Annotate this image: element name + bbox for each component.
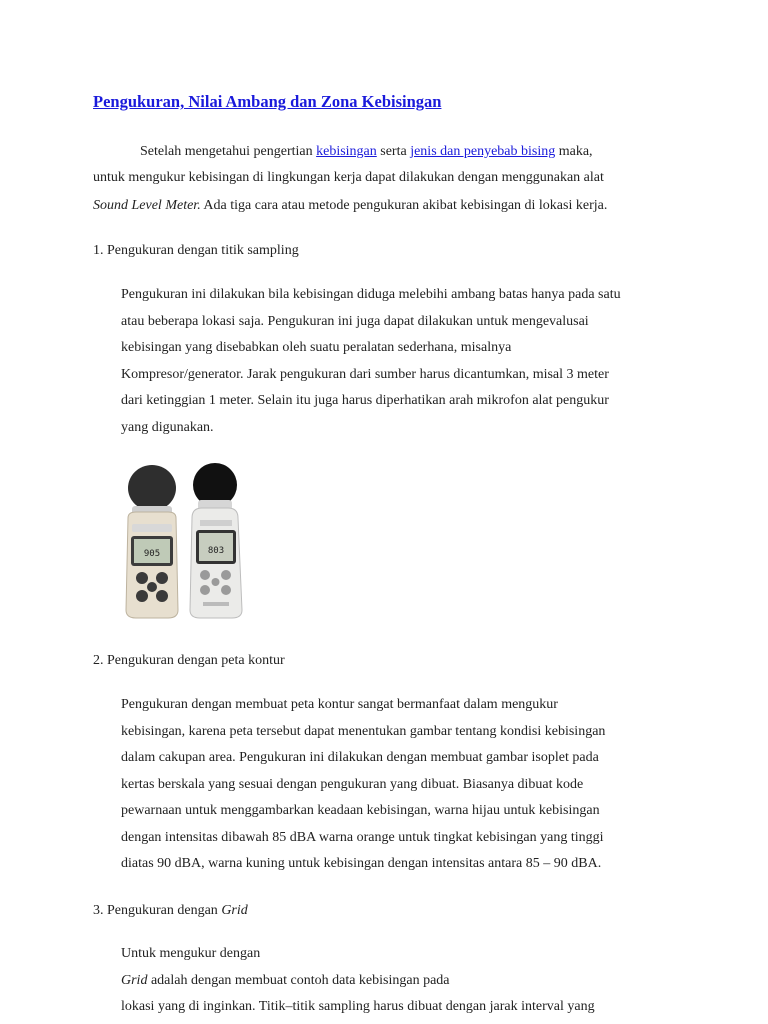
left-meter <box>126 465 178 618</box>
sound-level-meter-photo <box>118 460 258 620</box>
paragraph-line: diatas 90 dBA, warna kuning untuk kebisingan dengan intensitas antara 85 – 90 dBA. <box>121 856 602 871</box>
right-meter-display: 803 <box>207 546 225 556</box>
paragraph-line: Pengukuran dengan membuat peta kontur sangat bermanfaat dalam mengukur <box>121 697 558 712</box>
intro-line-2: untuk mengukur kebisingan di lingkungan kerja dapat dilakukan dengan menggunakan alat <box>93 170 604 185</box>
paragraph-line: dari ketinggian 1 meter. Selain itu juga harus diperhatikan arah mikrofon alat pengukur <box>121 393 609 408</box>
paragraph-line: kebisingan, karena peta tersebut dapat menentukan gambar tentang kondisi kebisingan <box>121 723 606 739</box>
section-3-paragraph <box>121 941 681 1021</box>
paragraph-line: dalam cakupan area. Pengukuran ini dilakukan dengan membuat gambar isoplet pada <box>121 750 599 765</box>
paragraph-text: Untuk mengukur dengan <box>121 946 261 961</box>
intro-text: Ada tiga cara atau metode pengukuran akibat kebisingan di lokasi kerja. <box>200 198 608 213</box>
heading-text: 3. Pengukuran dengan <box>93 903 222 918</box>
grid-term: Grid <box>121 972 148 988</box>
left-meter-display: 905 <box>143 549 161 559</box>
paragraph-line: yang digunakan. <box>121 419 214 435</box>
paragraph-line: Kompresor/generator. Jarak pengukuran dari sumber harus dicantumkan, misal 3 meter <box>121 366 609 382</box>
paragraph-line: kebisingan yang disebabkan oleh suatu peralatan sederhana, misalnya <box>121 340 512 355</box>
right-meter <box>190 463 242 618</box>
paragraph-line: lokasi yang di inginkan. Titik–titik sampling harus dibuat dengan jarak interval yang <box>121 999 595 1014</box>
section-2-heading: 2. Pengukuran dengan peta kontur <box>93 653 285 668</box>
paragraph-line: atau beberapa lokasi saja. Pengukuran ini juga dapat dilakukan untuk mengevalusai <box>121 313 589 329</box>
document-title[interactable]: Pengukuran, Nilai Ambang dan Zona Kebisingan <box>93 92 442 111</box>
intro-text: maka, <box>555 144 593 159</box>
section-2-paragraph <box>121 692 681 878</box>
paragraph-line: kertas berskala yang sesuai dengan pengukuran yang dibuat. Biasanya dibuat kode <box>121 776 584 792</box>
paragraph-line: pewarnaan untuk menggambarkan keadaan kebisingan, warna hijau untuk kebisingan <box>121 803 600 818</box>
section-3-heading <box>93 901 248 921</box>
grid-term: Grid <box>221 903 248 918</box>
section-1-paragraph <box>121 282 681 441</box>
link-kebisingan[interactable]: kebisingan <box>316 144 377 159</box>
link-jenis-penyebab-bising[interactable]: jenis dan penyebab bising <box>410 144 556 159</box>
intro-line-3 <box>93 196 607 216</box>
paragraph-line <box>121 941 681 994</box>
paragraph-line: Pengukuran ini dilakukan bila kebisingan diduga melebihi ambang batas hanya pada satu <box>121 287 621 302</box>
paragraph-text: adalah dengan membuat contoh data kebisingan pada <box>147 972 450 988</box>
paragraph-line: dengan intensitas dibawah 85 dBA warna orange untuk tingkat kebisingan yang tinggi <box>121 829 604 845</box>
intro-text: Setelah mengetahui pengertian <box>140 144 317 159</box>
intro-text: serta <box>376 144 411 159</box>
sound-level-meter-term: Sound Level Meter. <box>93 198 201 213</box>
section-1-heading: 1. Pengukuran dengan titik sampling <box>93 243 299 258</box>
intro-line-1 <box>140 142 593 162</box>
